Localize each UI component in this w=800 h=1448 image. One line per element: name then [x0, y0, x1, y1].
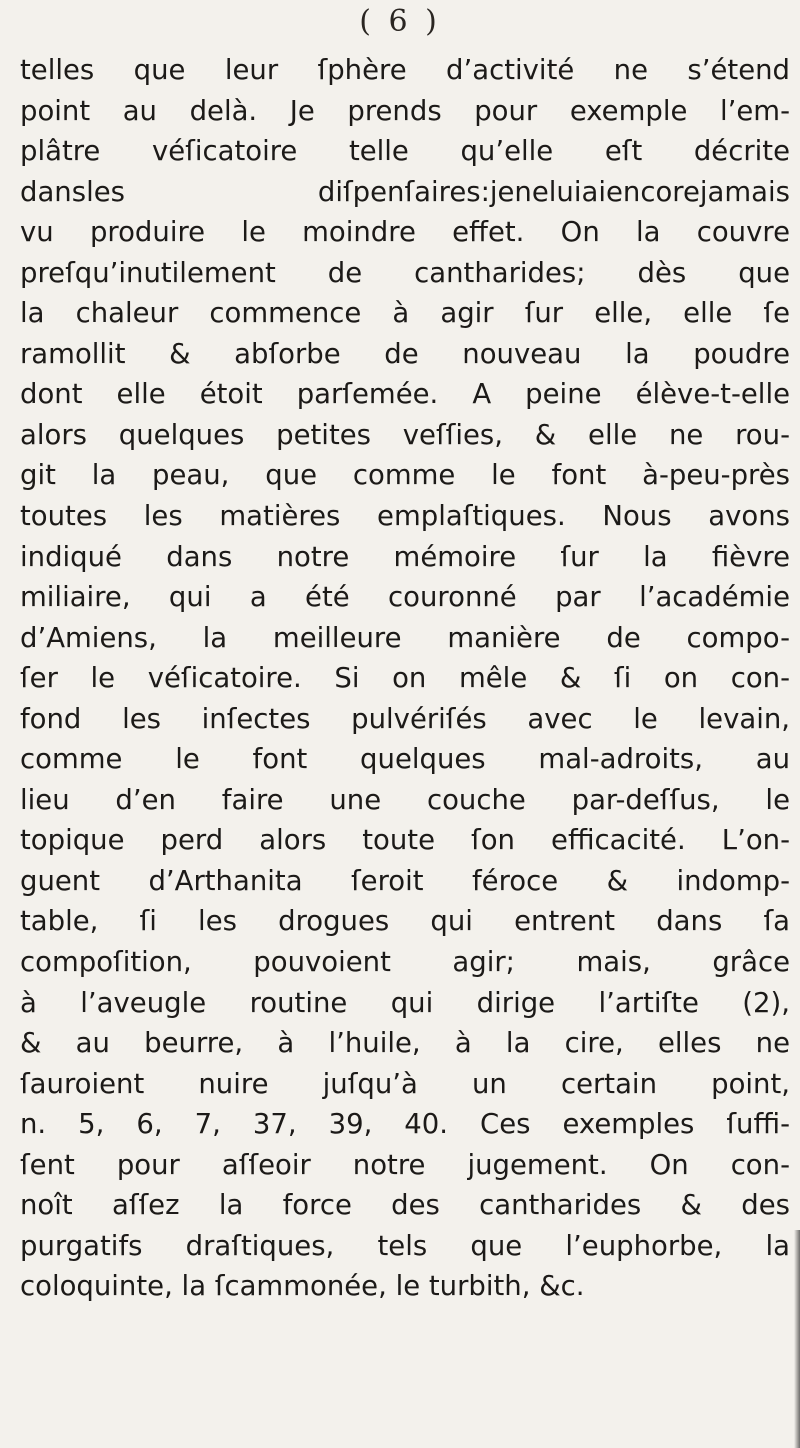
page-number: ( 6 ) [359, 4, 441, 39]
text-line: table, ſi les drogues qui entrent dans ſa [20, 905, 790, 938]
text-line: alors quelques petites veſſies, & elle ne rou- [20, 418, 790, 451]
text-line: la chaleur commence à agir ſur elle, elle ſe [20, 297, 790, 330]
text-line: purgatifs draſtiques, tels que l’euphorbe, la [20, 1229, 790, 1262]
text-line: point au delà. Je prends pour exemple l’em- [20, 94, 790, 127]
text-line: fond les inſectes pulvériſés avec le levain, [20, 702, 790, 735]
text-line: preſqu’inutilement de cantharides; dès que [20, 256, 790, 289]
text-line: n. 5, 6, 7, 37, 39, 40. Ces exemples ſuffi- [20, 1108, 790, 1141]
text-line: vu produire le moindre effet. On la couvre [20, 216, 790, 249]
text-line: compoſition, pouvoient agir; mais, grâce [20, 946, 790, 979]
text-line: dont elle étoit parſemée. A peine élève-t-elle [20, 378, 790, 411]
text-line: indiqué dans notre mémoire ſur la fièvre [20, 540, 790, 573]
text-line: topique perd alors toute ſon efficacité. L’on- [20, 824, 790, 857]
text-line: git la peau, que comme le font à-peu-près [20, 459, 790, 492]
text-line: d’Amiens, la meilleure manière de compo- [20, 621, 790, 654]
text-line: coloquinte, la ſcammonée, le turbith, &c. [20, 1270, 585, 1303]
text-line: miliaire, qui a été couronné par l’académie [20, 581, 790, 614]
text-line: plâtre véſicatoire telle qu’elle eſt décrite [20, 135, 790, 168]
text-line: & au beurre, à l’huile, à la cire, elles ne [20, 1027, 790, 1060]
text-line: ſent pour aſſeoir notre jugement. On con- [20, 1148, 790, 1181]
body-text [20, 50, 790, 1307]
text-line: lieu d’en faire une couche par-deſſus, le [20, 783, 790, 816]
text-line: guent d’Arthanita ſeroit féroce & indomp- [20, 864, 790, 897]
text-line: ſer le véſicatoire. Si on mêle & ſi on con- [20, 662, 790, 695]
text-line: telles que leur ſphère d’activité ne s’étend [20, 54, 790, 86]
text-line: ſauroient nuire juſqu’à un certain point, [20, 1067, 790, 1100]
text-line: ramollit & abſorbe de nouveau la poudre [20, 337, 790, 370]
text-line: toutes les matières emplaſtiques. Nous avons [20, 500, 790, 533]
text-line: à l’aveugle routine qui dirige l’artiſte (2), [20, 986, 790, 1019]
text-line: noît aſſez la force des cantharides & des [20, 1189, 790, 1222]
page-edge-shadow [794, 1230, 800, 1448]
text-line: comme le font quelques mal-adroits, au [20, 743, 790, 776]
text-line: dansles diſpenſaires:jeneluiaiencorejamais [20, 175, 790, 208]
